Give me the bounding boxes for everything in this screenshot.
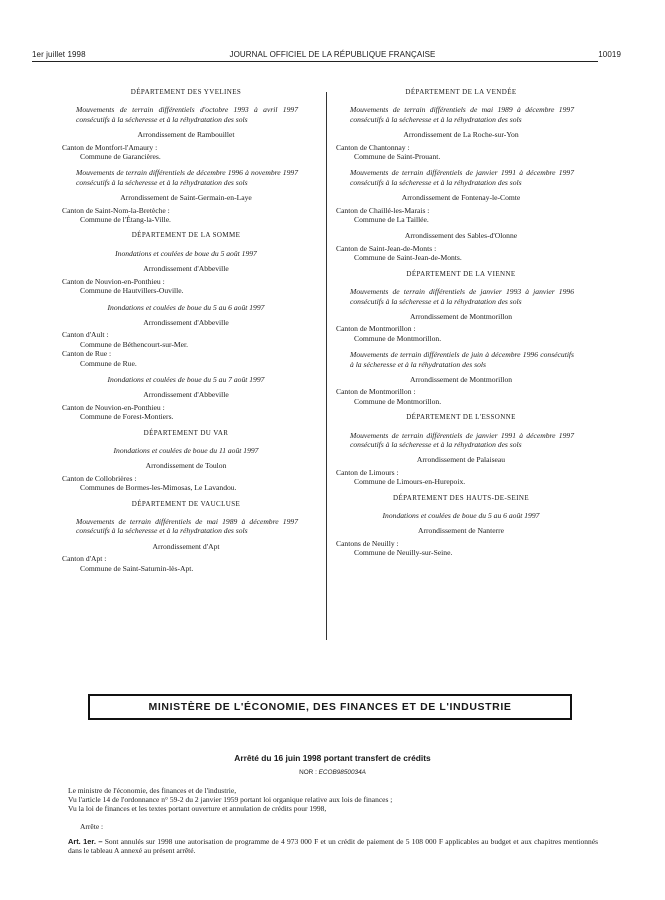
canton: Canton de Collobrières : [62,473,137,483]
event-description: Inondations et coulées de boue du 5 au 7 août 1997 [107,374,265,384]
arrete-body [58,786,598,855]
event-description: Inondations et coulées de boue du 5 août 1997 [115,248,257,258]
nor-label: NOR : [299,769,317,776]
commune: Commune de Montmorillon. [354,333,442,343]
commune: Commune de Forest-Montiers. [80,412,174,422]
canton: Canton de Saint-Jean-de-Monts : [336,243,437,253]
arrondissement: Arrondissement d'Abbeville [143,317,229,327]
canton: Canton d'Apt : [62,554,107,564]
arrondissement: Arrondissement d'Abbeville [143,264,229,274]
header-page-number: 10019 [598,50,621,59]
canton: Canton de Chantonnay : [336,142,410,152]
dept-title-essonne: DÉPARTEMENT DE L'ESSONNE [406,413,516,422]
right-column [336,88,586,565]
canton: Canton de Montmorillon : [336,324,416,334]
arrondissement: Arrondissement de Palaiseau [416,455,506,465]
commune: Commune de Saint-Prouant. [354,152,441,162]
preamble-line: Le ministre de l'économie, des finances et de l'industrie, [68,786,237,795]
commune: Commune de Garancières. [80,152,161,162]
commune: Commune de La Taillée. [354,215,429,225]
arrondissement: Arrondissement d'Apt [152,541,220,551]
article-text: Sont annulés sur 1998 une autorisation de programme de 4 973 000 F et un crédit de paiement de 5 108 000 F applicables au budget et aux chapitres mentionnés dans le tableau A annexé au présent arrêté. [68,836,599,856]
arrondissement: Arrondissement des Sables-d'Olonne [404,231,518,241]
arrete-keyword: Arrête : [80,821,104,831]
event-description: Mouvements de terrain différentiels de janvier 1991 à décembre 1997 consécutifs à la sécheresse et à la réhydratation des sols [350,430,574,449]
header-rule [32,61,598,62]
event-description: Mouvements de terrain différentiels de juin à décembre 1996 consécutifs à la sécheresse et à la réhydratation des sols [350,350,574,369]
arrondissement: Arrondissement de Nanterre [417,526,505,536]
arrondissement: Arrondissement de Fontenay-le-Comte [401,193,521,203]
canton: Canton de Limours : [336,467,399,477]
canton: Canton de Montmorillon : [336,387,416,397]
commune: Commune de Hautvillers-Ouville. [80,286,184,296]
dept-title-somme: DÉPARTEMENT DE LA SOMME [131,231,241,240]
arrondissement: Arrondissement de Saint-Germain-en-Laye [120,193,252,203]
commune: Commune de Limours-en-Hurepoix. [354,477,466,487]
nor-reference [0,769,665,776]
preamble-line: Vu l'article 14 de l'ordonnance n° 59-2 du 2 janvier 1959 portant loi organique relative aux lois de finances ; [68,795,393,805]
dept-title-hauts-de-seine: DÉPARTEMENT DES HAUTS-DE-SEINE [392,493,530,502]
event-description: Inondations et coulées de boue du 11 août 1997 [113,445,259,455]
arrondissement: Arrondissement de Rambouillet [137,130,235,140]
nor-code: ECOB9850034A [318,769,366,776]
event-description: Mouvements de terrain différentiels de janvier 1993 à janvier 1996 consécutifs à la sécheresse et à la réhydratation des sols [350,287,574,306]
arrondissement: Arrondissement de Montmorillon [409,374,513,384]
event-description: Inondations et coulées de boue du 5 au 6 août 1997 [107,302,265,312]
ministry-title-box: MINISTÈRE DE L'ÉCONOMIE, DES FINANCES ET DE L'INDUSTRIE [88,694,572,720]
canton: Canton de Nouvion-en-Ponthieu : [62,402,165,412]
article-1 [58,837,598,855]
canton: Canton de Chaillé-les-Marais : [336,205,430,215]
commune: Commune de Saint-Jean-de-Monts. [354,253,462,263]
header-journal-title: JOURNAL OFFICIEL DE LA RÉPUBLIQUE FRANÇAISE [229,50,436,59]
commune: Commune de Neuilly-sur-Seine. [354,548,453,558]
dept-title-vendee: DÉPARTEMENT DE LA VENDÉE [405,88,517,96]
arrondissement: Arrondissement de Toulon [145,461,227,471]
arrondissement: Arrondissement de La Roche-sur-Yon [403,130,519,140]
event-description: Mouvements de terrain différentiels d'octobre 1993 à avril 1997 consécutifs à la sécheresse et à la réhydratation des sols [76,105,298,124]
dept-title-yvelines: DÉPARTEMENT DES YVELINES [130,88,242,96]
commune: Commune de l'Étang-la-Ville. [80,215,171,225]
canton: Canton de Saint-Nom-la-Bretèche : [62,205,170,215]
event-description: Inondations et coulées de boue du 5 au 6 août 1997 [382,511,540,520]
arrete-title: Arrêté du 16 juin 1998 portant transfert de crédits [234,753,431,763]
canton: Canton de Rue : [62,349,112,359]
commune: Commune de Montmorillon. [354,396,442,406]
dept-title-var: DÉPARTEMENT DU VAR [143,428,229,437]
event-description: Mouvements de terrain différentiels de mai 1989 à décembre 1997 consécutifs à la sécheresse et à la réhydratation des sols [350,105,574,124]
event-description: Mouvements de terrain différentiels de mai 1989 à décembre 1997 consécutifs à la sécheresse et à la réhydratation des sols [76,517,298,536]
event-description: Mouvements de terrain différentiels de décembre 1996 à novembre 1997 consécutifs à la sécheresse et à la réhydratation des sols [76,168,298,187]
commune: Communes de Bormes-les-Mimosas, Le Lavandou. [80,483,237,493]
dept-title-vienne: DÉPARTEMENT DE LA VIENNE [406,269,516,278]
column-divider [326,92,327,640]
header-date: 1er juillet 1998 [32,50,86,59]
dept-title-vaucluse: DÉPARTEMENT DE VAUCLUSE [131,499,241,508]
left-column [62,88,310,580]
canton: Canton de Nouvion-en-Ponthieu : [62,276,165,286]
canton: Canton d'Ault : [62,330,109,340]
arrondissement: Arrondissement d'Abbeville [143,390,229,400]
event-description: Mouvements de terrain différentiels de janvier 1991 à décembre 1997 consécutifs à la sécheresse et à la réhydratation des sols [350,168,574,187]
arrondissement: Arrondissement de Montmorillon [409,311,513,321]
commune: Commune de Saint-Saturnin-lès-Apt. [80,563,194,573]
canton: Cantons de Neuilly : [336,538,399,548]
article-label: Art. 1er. – [68,836,103,846]
canton: Canton de Montfort-l'Amaury : [62,142,158,152]
preamble-line: Vu la loi de finances et les textes portant ouverture et annulation de crédits pour 1998, [68,804,327,814]
commune: Commune de Rue. [80,358,137,368]
commune: Commune de Béthencourt-sur-Mer. [80,339,189,349]
